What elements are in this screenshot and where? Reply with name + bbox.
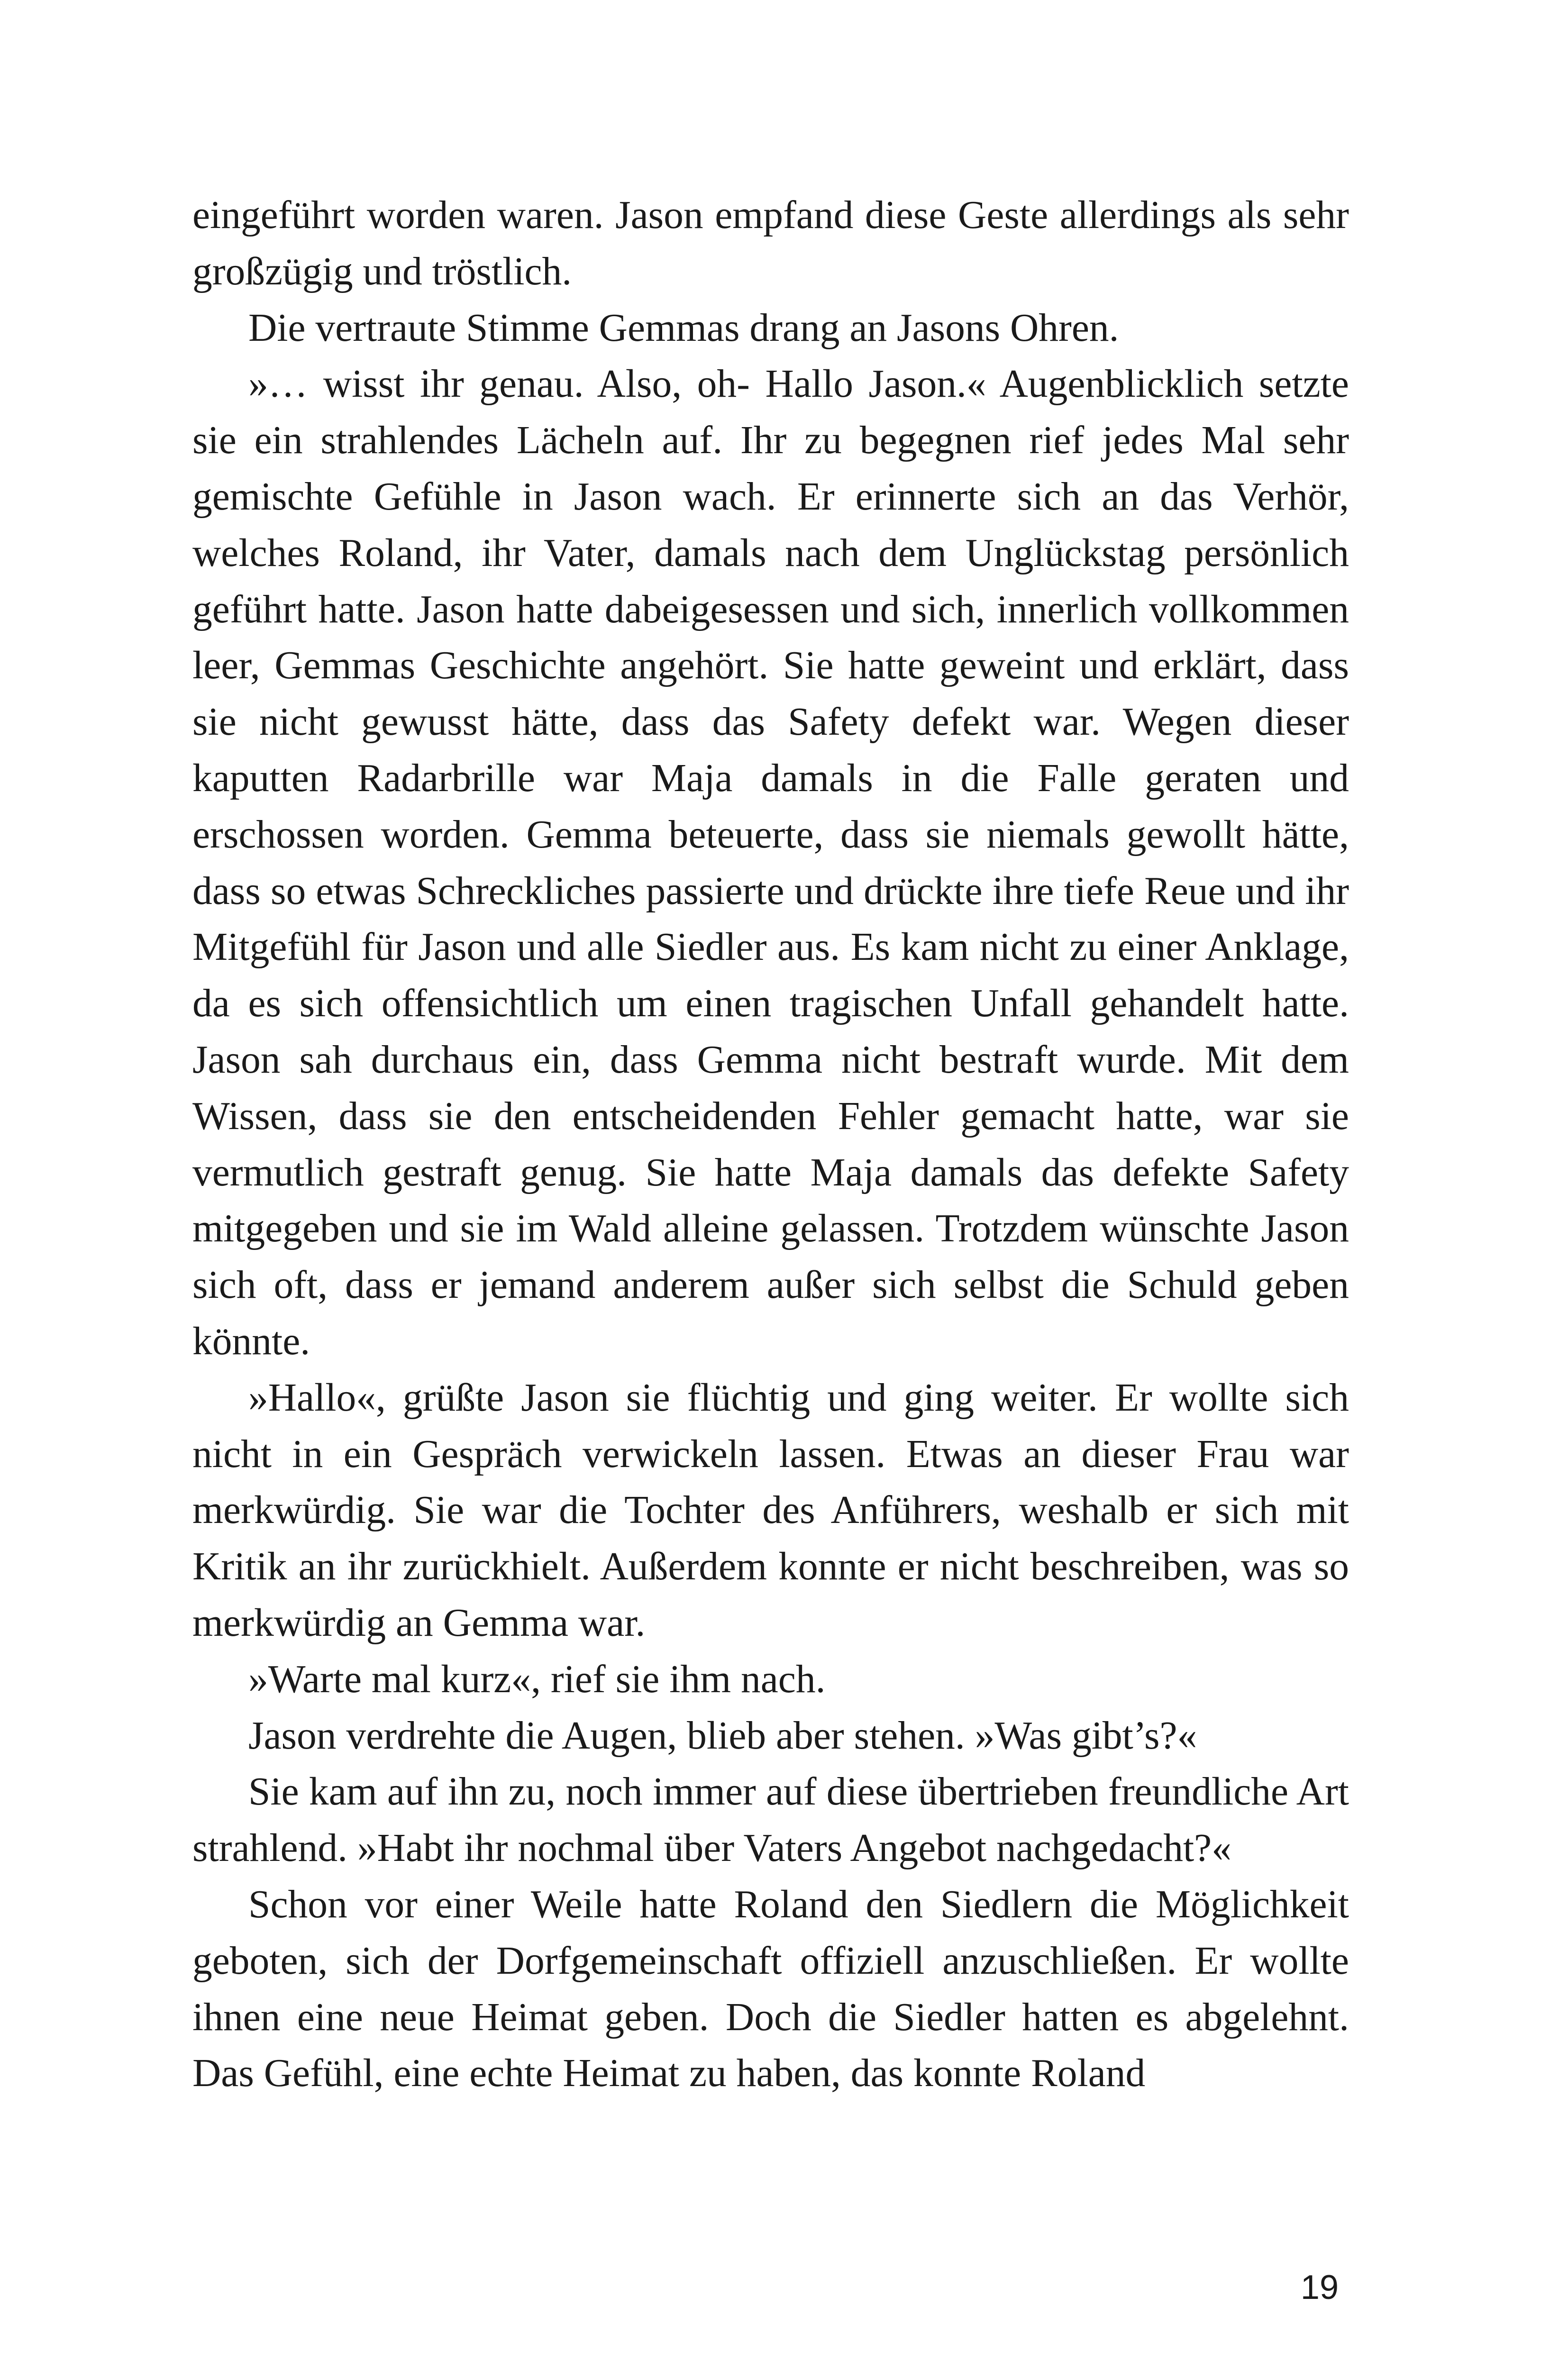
page-number: 19 [1300, 2269, 1339, 2306]
paragraph-5: »Warte mal kurz«, rief sie ihm nach. [248, 1657, 826, 1701]
paragraph-6: Jason verdrehte die Augen, blieb aber stehen. »Was gibt’s?« [248, 1714, 1197, 1758]
paragraph-1: eingeführt worden waren. Jason empfand diese Geste allerdings als sehr großzügig und tröstlich. [192, 193, 1349, 293]
paragraph-2: Die vertraute Stimme Gemmas drang an Jasons Ohren. [248, 306, 1119, 350]
body-text [192, 187, 1349, 2102]
paragraph-4: »Hallo«, grüßte Jason sie flüchtig und ging weiter. Er wollte sich nicht in ein Gespräch verwickeln lassen. Etwas an dieser Frau war merkwürdig. Sie war die Tochter des Anführers, weshalb er sich mit Kritik an ihr zurückhielt. Außerdem konnte er nicht beschreiben, was so merkwürdig an Gemma war. [192, 1376, 1349, 1645]
paragraph-7: Sie kam auf ihn zu, noch immer auf diese übertrieben freundliche Art strahlend. »Habt ihr nochmal über Vaters Angebot nachgedacht?« [192, 1770, 1349, 1870]
paragraph-8: Schon vor einer Weile hatte Roland den Siedlern die Möglichkeit geboten, sich der Dorfgemeinschaft offiziell anzuschließen. Er wollte ihnen eine neue Heimat geben. Doch die Siedler hatten es abgelehnt. Das Gefühl, eine echte Heimat zu haben, das konnte Roland [192, 1882, 1349, 2096]
paragraph-3: »… wisst ihr genau. Also, oh- Hallo Jason.« Augenblicklich setzte sie ein strahlendes Lächeln auf. Ihr zu begegnen rief jedes Mal sehr gemischte Gefühle in Jason wach. Er erinnerte sich an das Verhör, welches Roland, ihr Vater, damals nach dem Unglückstag persönlich geführt hatte. Jason hatte dabeigesessen und sich, innerlich vollkommen leer, Gemmas Geschichte angehört. Sie hatte geweint und erklärt, dass sie nicht gewusst hätte, dass das Safety defekt war. Wegen dieser kaputten Radarbrille war Maja damals in die Falle geraten und erschossen worden. Gemma beteuerte, dass sie niemals gewollt hätte, dass so etwas Schreckliches passierte und drückte ihre tiefe Reue und ihr Mitgefühl für Jason und alle Siedler aus. Es kam nicht zu einer Anklage, da es sich offensichtlich um einen tragischen Unfall gehandelt hatte. Jason sah durchaus ein, dass Gemma nicht bestraft wurde. Mit dem Wissen, dass sie den entscheidenden Fehler gemacht hatte, war sie vermutlich gestraft genug. Sie hatte Maja damals das defekte Safety mitgegeben und sie im Wald alleine gelassen. Trotzdem wünschte Jason sich oft, dass er jemand anderem außer sich selbst die Schuld geben könnte. [192, 362, 1349, 1363]
